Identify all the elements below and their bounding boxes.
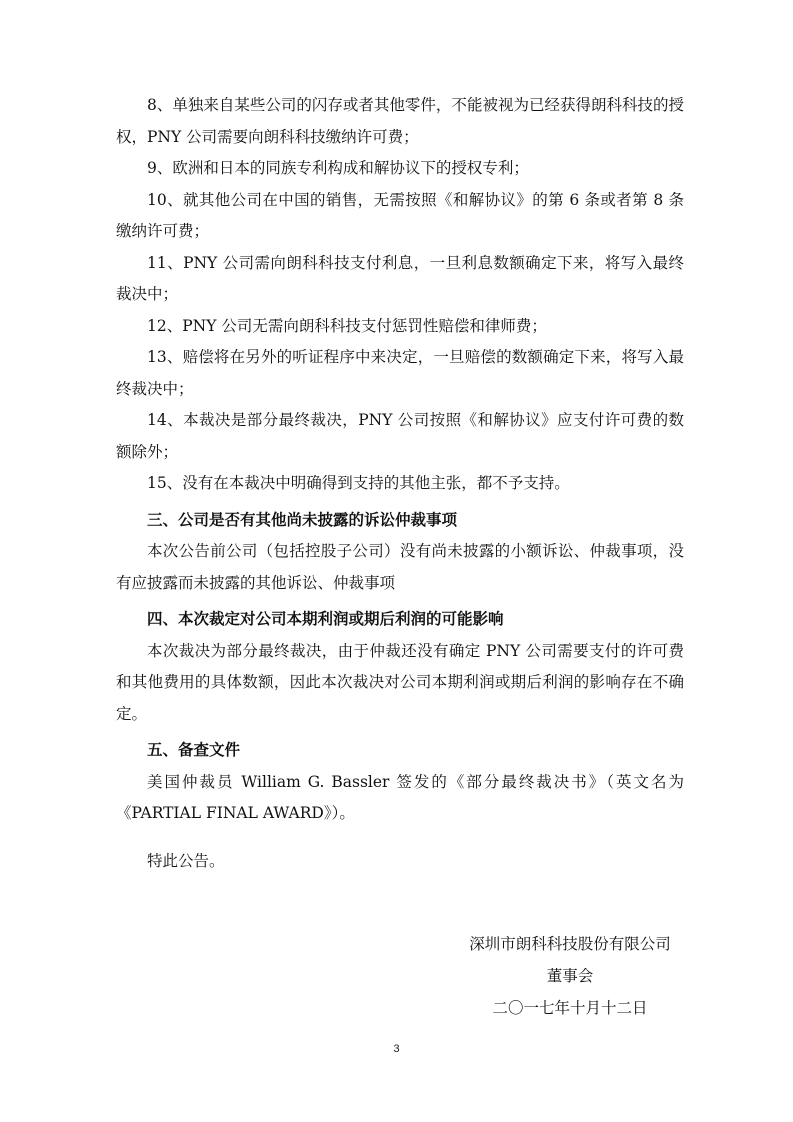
list-item: 11、PNY 公司需向朗科科技支付利息，一旦利息数额确定下来，将写入最终裁决中；	[116, 253, 684, 303]
section-heading-profit-impact: 四、本次裁定对公司本期利润或期后利润的可能影响	[147, 610, 504, 628]
page-number: 3	[393, 1043, 400, 1055]
list-item: 10、就其他公司在中国的销售，无需按照《和解协议》的第 6 条或者第 8 条缴纳许可费；	[116, 190, 684, 240]
signature-board: 董事会	[546, 967, 594, 985]
signature-date: 二〇一七年十月十二日	[492, 999, 648, 1017]
section-body-reference-documents: 美国仲裁员 William G. Bassler 签发的《部分最终裁决书》（英文名为《PARTIAL FINAL AWARD》）。	[116, 772, 684, 822]
list-item: 13、赔偿将在另外的听证程序中来决定，一旦赔偿的数额确定下来，将写入最终裁决中；	[116, 348, 684, 398]
section-body-profit-impact: 本次裁决为部分最终裁决，由于仲裁还没有确定 PNY 公司需要支付的许可费和其他费用的具体数额，因此本次裁决对公司本期利润或期后利润的影响存在不确定。	[116, 641, 684, 723]
list-item: 9、欧洲和日本的同族专利构成和解协议下的授权专利；	[147, 159, 529, 177]
closing-statement: 特此公告。	[147, 851, 225, 870]
section-heading-reference-documents: 五、备查文件	[147, 741, 241, 759]
spacer	[116, 830, 684, 846]
list-item: 15、没有在本裁决中明确得到支持的其他主张，都不予支持。	[147, 474, 570, 492]
signature-company: 深圳市朗科科技股份有限公司	[469, 935, 671, 953]
list-item: 8、单独来自某些公司的闪存或者其他零件，不能被视为已经获得朗科科技的授权，PNY 公司需要向朗科科技缴纳许可费；	[116, 96, 684, 146]
list-item: 12、PNY 公司无需向朗科科技支付惩罚性赔偿和律师费；	[147, 316, 547, 335]
list-item: 14、本裁决是部分最终裁决，PNY 公司按照《和解协议》应支付许可费的数额除外；	[116, 411, 684, 461]
section-body-pending-litigation: 本次公告前公司（包括控股子公司）没有尚未披露的小额诉讼、仲裁事项，没有应披露而未披露的其他诉讼、仲裁事项	[116, 542, 684, 592]
document-body	[116, 90, 684, 877]
section-heading-pending-litigation: 三、公司是否有其他尚未披露的诉讼仲裁事项	[147, 510, 458, 529]
